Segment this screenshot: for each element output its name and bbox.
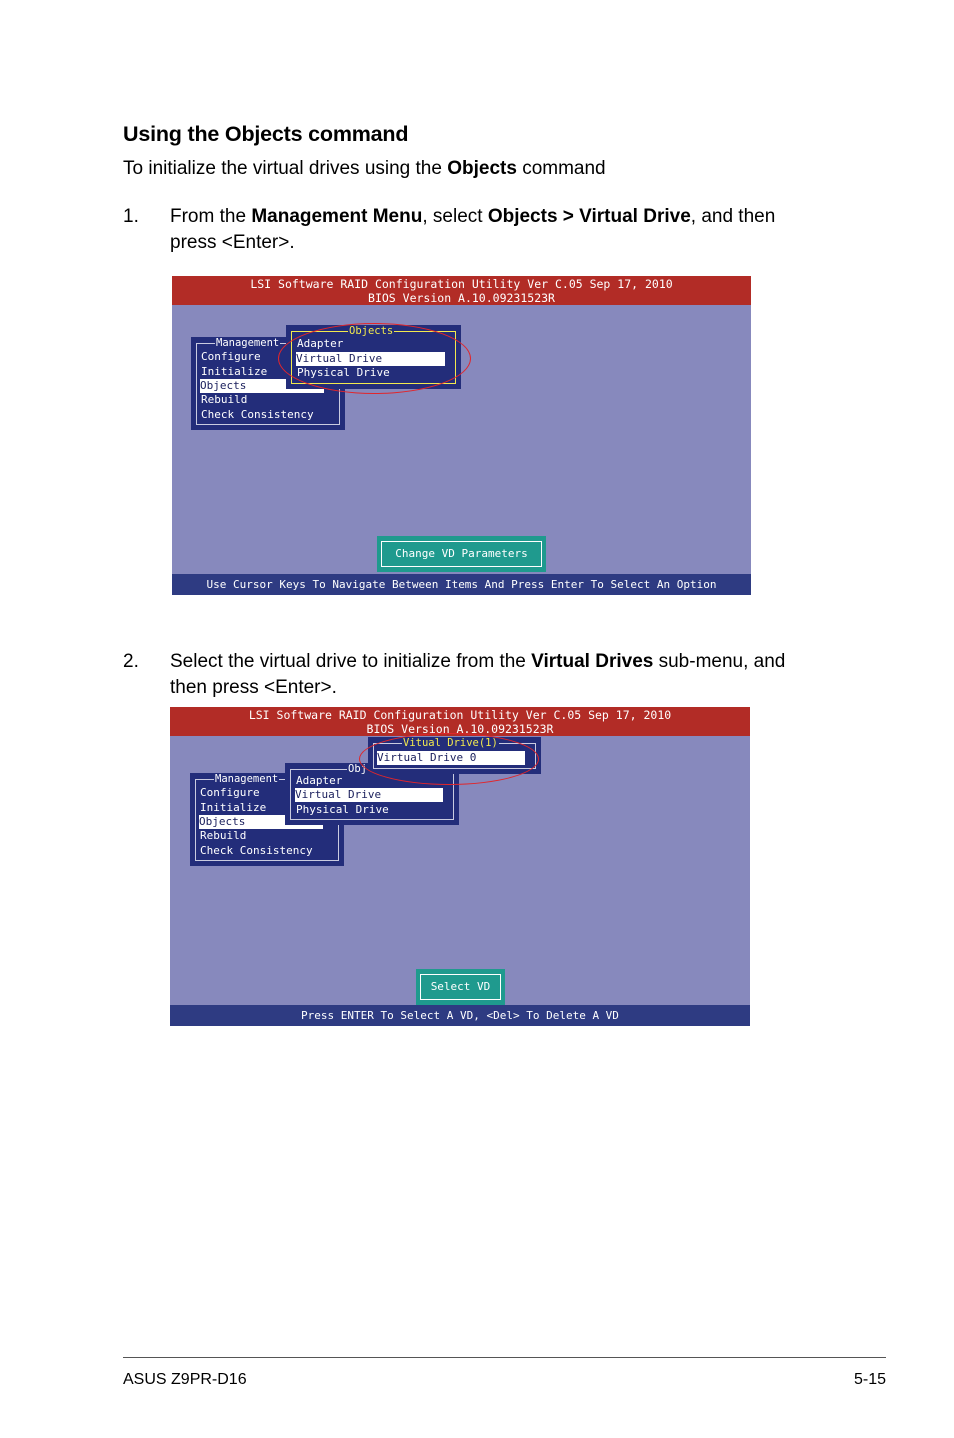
change-vd-parameters-button[interactable]: Change VD Parameters xyxy=(381,541,542,567)
intro-text xyxy=(123,158,606,180)
select-vd-button[interactable]: Select VD xyxy=(420,974,501,1000)
submenu-item-physical-drive[interactable]: Physical Drive xyxy=(297,366,390,379)
intro-post: command xyxy=(516,158,606,179)
step-number: 1. xyxy=(123,206,139,227)
submenu-item-virtual-drive[interactable]: Virtual Drive xyxy=(295,788,443,802)
management-menu-label: Management xyxy=(215,773,279,785)
menu-item-configure[interactable]: Configure xyxy=(201,350,261,363)
step-text-part: sub-menu, and then press <Enter>. xyxy=(170,651,786,698)
title-line-2: BIOS Version A.10.09231523R xyxy=(366,722,554,736)
status-bar: Use Cursor Keys To Navigate Between Items And Press Enter To Select An Option xyxy=(172,574,751,595)
menu-item-check-consistency[interactable]: Check Consistency xyxy=(201,408,314,421)
menu-item-initialize[interactable]: Initialize xyxy=(200,801,267,814)
bios-screen-2 xyxy=(170,707,750,1026)
footer-divider xyxy=(123,1357,886,1358)
title-bar xyxy=(170,707,750,736)
virtual-drive-0-item[interactable]: Virtual Drive 0 xyxy=(377,751,525,765)
bios-screen-1 xyxy=(172,276,751,595)
status-bar: Press ENTER To Select A VD, <Del> To Delete A VD xyxy=(170,1005,750,1026)
objects-submenu-label: Obj xyxy=(348,763,367,775)
step-2 xyxy=(123,649,823,703)
page-number: 5-15 xyxy=(853,1371,886,1388)
menu-item-objects[interactable]: Objects xyxy=(199,815,323,829)
step-text-bold: Virtual Drives xyxy=(531,651,654,672)
step-text-part: Select the virtual drive to initialize from the xyxy=(170,651,532,672)
intro-pre: To initialize the virtual drives using the xyxy=(123,158,448,179)
submenu-item-virtual-drive[interactable]: Virtual Drive xyxy=(296,352,445,366)
intro-bold: Objects xyxy=(447,158,517,179)
submenu-item-adapter[interactable]: Adapter xyxy=(296,774,343,787)
menu-item-rebuild[interactable]: Rebuild xyxy=(201,393,248,406)
title-line-2: BIOS Version A.10.09231523R xyxy=(368,291,555,305)
virtual-drives-submenu-label: Vitual Drive(1) xyxy=(403,737,498,749)
title-line-1: LSI Software RAID Configuration Utility Ver C.05 Sep 17, 2010 xyxy=(248,708,672,722)
step-text-bold: Management Menu xyxy=(251,206,423,227)
step-text xyxy=(170,649,820,701)
menu-item-initialize[interactable]: Initialize xyxy=(201,365,268,378)
menu-item-objects[interactable]: Objects xyxy=(200,379,324,393)
submenu-item-physical-drive[interactable]: Physical Drive xyxy=(296,803,389,816)
action-box xyxy=(377,536,546,572)
menu-item-configure[interactable]: Configure xyxy=(200,786,260,799)
annotation-oval xyxy=(359,733,539,785)
annotation-oval xyxy=(278,323,471,394)
menu-item-check-consistency[interactable]: Check Consistency xyxy=(200,844,313,857)
action-box xyxy=(416,969,505,1005)
footer-model: ASUS Z9PR-D16 xyxy=(123,1371,247,1388)
title-line-1: LSI Software RAID Configuration Utility Ver C.05 Sep 17, 2010 xyxy=(250,277,673,291)
title-bar xyxy=(172,276,751,305)
step-number: 2. xyxy=(123,651,139,672)
menu-item-rebuild[interactable]: Rebuild xyxy=(200,829,247,842)
objects-submenu-label: Objects xyxy=(349,325,394,337)
step-1 xyxy=(123,204,823,258)
step-text-part: , and then press <Enter>. xyxy=(170,206,776,253)
submenu-item-adapter[interactable]: Adapter xyxy=(297,337,344,350)
step-text-bold: Objects > Virtual Drive xyxy=(487,206,691,227)
step-text-part: , select xyxy=(422,206,488,227)
section-heading: Using the Objects command xyxy=(123,122,409,146)
management-menu-label: Management xyxy=(216,337,280,349)
step-text xyxy=(170,204,820,256)
step-text-part: From the xyxy=(170,206,252,227)
